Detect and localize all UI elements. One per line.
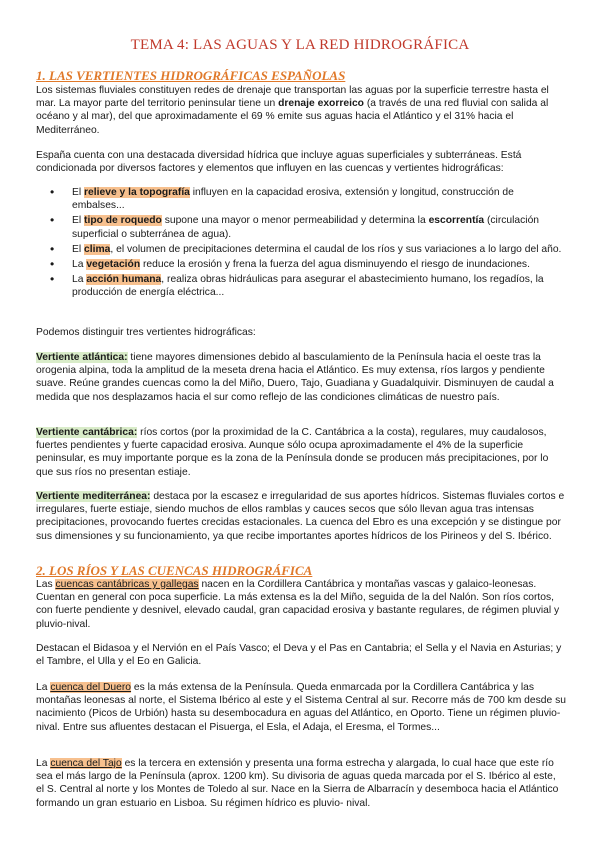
highlight: acción humana (86, 274, 162, 286)
paragraph-vertiente-atlantica: Vertiente atlántica: tiene mayores dimensiones debido al basculamiento de la Península hacia el oeste tras la orogenia alpina, toda la amplitud de la meseta drena hacia el Atlántico. Es muy extensa, ríos largos y pendiente suave. Reúne grandes cuencas como la del Miño, Duero, Tajo, Guadiana y Guadalquivir. Disminuyen de caudal a medida que nos desplazamos hacia el sur como reflejo de las condiciones climáticas de nuestro país. (36, 352, 554, 403)
section-heading-rios-cuencas: 2. LOS RÍOS Y LAS CUENCAS HIDROGRÁFICA (36, 563, 313, 578)
page-title: TEMA 4: LAS AGUAS Y LA RED HIDROGRÁFICA (130, 37, 470, 53)
list-item: • La acción humana, realiza obras hidráulicas para asegurar el abastecimiento humano, los regadíos, la producción de energía eléctrica... (36, 273, 566, 299)
highlight: vegetación (86, 259, 141, 271)
highlight: relieve y la topografía (84, 187, 190, 198)
highlight: cuenca del Duero (50, 682, 132, 693)
paragraph-vertiente-mediterranea: Vertiente mediterránea: destaca por la escasez e irregularidad de sus aportes hídricos. Sistemas fluviales cortos e irregulares, fuerte estiaje, siendo muchos de ellos ramblas y cauces secos que sólo llevan agua tras intensas precipitaciones, provocando fuertes crecidas estacionales. La cuenca del Ebro es una excepción y se distingue por sus dimensiones y su funcionamiento, ya que recibe importantes aportes hídricos de los Pirineos y del S. Ibérico. (36, 491, 565, 542)
highlight: Vertiente cantábrica: (36, 427, 138, 438)
section-heading-vertientes: 1. LAS VERTIENTES HIDROGRÁFICAS ESPAÑOLAS (36, 68, 346, 83)
key-term: drenaje exorreico (278, 98, 364, 110)
paragraph-sistemas-fluviales: Los sistemas fluviales constituyen redes de drenaje que transportan las aguas por la superficie terrestre hasta el mar. La mayor parte del territorio peninsular tiene un drenaje exorreico (a través de una red fluvial con salida al océano y al mar), del que aproximadamente el 69 % emite sus aguas hacia el Atlántico y el 31% hacia el Mediterráneo. (36, 85, 549, 136)
highlight: cuencas cantábricas y gallegas (55, 579, 199, 590)
paragraph-cuencas-cantabricas: Las cuencas cantábricas y gallegas nacen en la Cordillera Cantábrica y montañas vascas y galaico-leonesas. Cuentan en general con poca superficie. La más extensa es la del Miño, seguida de la del Nalón. Son ríos cortos, con fuerte pendiente y desnivel, elevado caudal, gran capacidad erosiva y bastante regulares, de régimen pluvial y pluvio-nival. (36, 579, 560, 630)
paragraph-diversidad-hidrica: España cuenta con una destacada diversidad hídrica que incluye aguas superficiales y subterráneas. Está condicionada por diversos factores y elementos que influyen en las cuencas y vertientes hidrográficas: (36, 150, 522, 175)
paragraph-rios-destacados: Destacan el Bidasoa y el Nervión en el País Vasco; el Deva y el Pas en Cantabria; el Sella y el Navia en Asturias; y el Tambre, el Ulla y el Eo en Galicia. (36, 643, 562, 668)
highlight: clima (84, 243, 111, 255)
factors-list (36, 186, 566, 300)
paragraph-cuenca-tajo: La cuenca del Tajo es la tercera en extensión y presenta una forma estrecha y alargada, lo cual hace que este río sea el más largo de la Península (aprox. 1200 km). Su divisoria de aguas queda marcada por el S. Ibérico al este, el S. Central al norte y los Montes de Toledo al sur. Nace en la Sierra de Albarracín y desemboca hacia el Atlántico formando un gran estuario en Lisboa. Su régimen hídrico es pluvio- nival. (36, 758, 559, 809)
list-item: • El relieve y la topografía influyen en la capacidad erosiva, extensión y longitud, construcción de embalses... (36, 186, 566, 212)
key-term: escorrentía (428, 215, 485, 227)
paragraph-vertiente-cantabrica: Vertiente cantábrica: ríos cortos (por la proximidad de la C. Cantábrica a la costa), regulares, muy caudalosos, fuertes pendientes y fuerte capacidad erosiva. Aunque sólo ocupa aproximadamente el 4% de la superficie peninsular, es muy importante porque es la zona de la Península donde se producen más precipitaciones, por lo que sus ríos no presentan estiaje. (36, 427, 549, 478)
list-item: • El tipo de roquedo supone una mayor o menor permeabilidad y determina la escorrentía (circulación superficial o subterránea de agua). (36, 214, 566, 240)
highlight: tipo de roquedo (84, 215, 162, 227)
paragraph-tres-vertientes: Podemos distinguir tres vertientes hidrográficas: (36, 327, 256, 338)
list-item: • La vegetación reduce la erosión y frena la fuerza del agua disminuyendo el riesgo de inundaciones. (36, 258, 566, 271)
paragraph-cuenca-duero: La cuenca del Duero es la más extensa de la Península. Queda enmarcada por la Cordillera Cantábrica y las montañas leonesas al norte, el Sistema Ibérico al este y el Sistema Central al sur. Recorre más de 700 km desde su nacimiento (Picos de Urbión) hasta su desembocadura en aguas del Atlántico, en Oporto. Tiene un régimen pluvio-nival. Entre sus afluentes destacan el Pisuerga, el Esla, el Adaja, el Eresma, el Tormes... (36, 682, 566, 733)
highlight: cuenca del Tajo (50, 758, 122, 769)
highlight: Vertiente mediterránea: (36, 491, 151, 502)
highlight: Vertiente atlántica: (36, 352, 128, 363)
list-item: • El clima, el volumen de precipitaciones determina el caudal de los ríos y sus variaciones a lo largo del año. (36, 243, 566, 256)
